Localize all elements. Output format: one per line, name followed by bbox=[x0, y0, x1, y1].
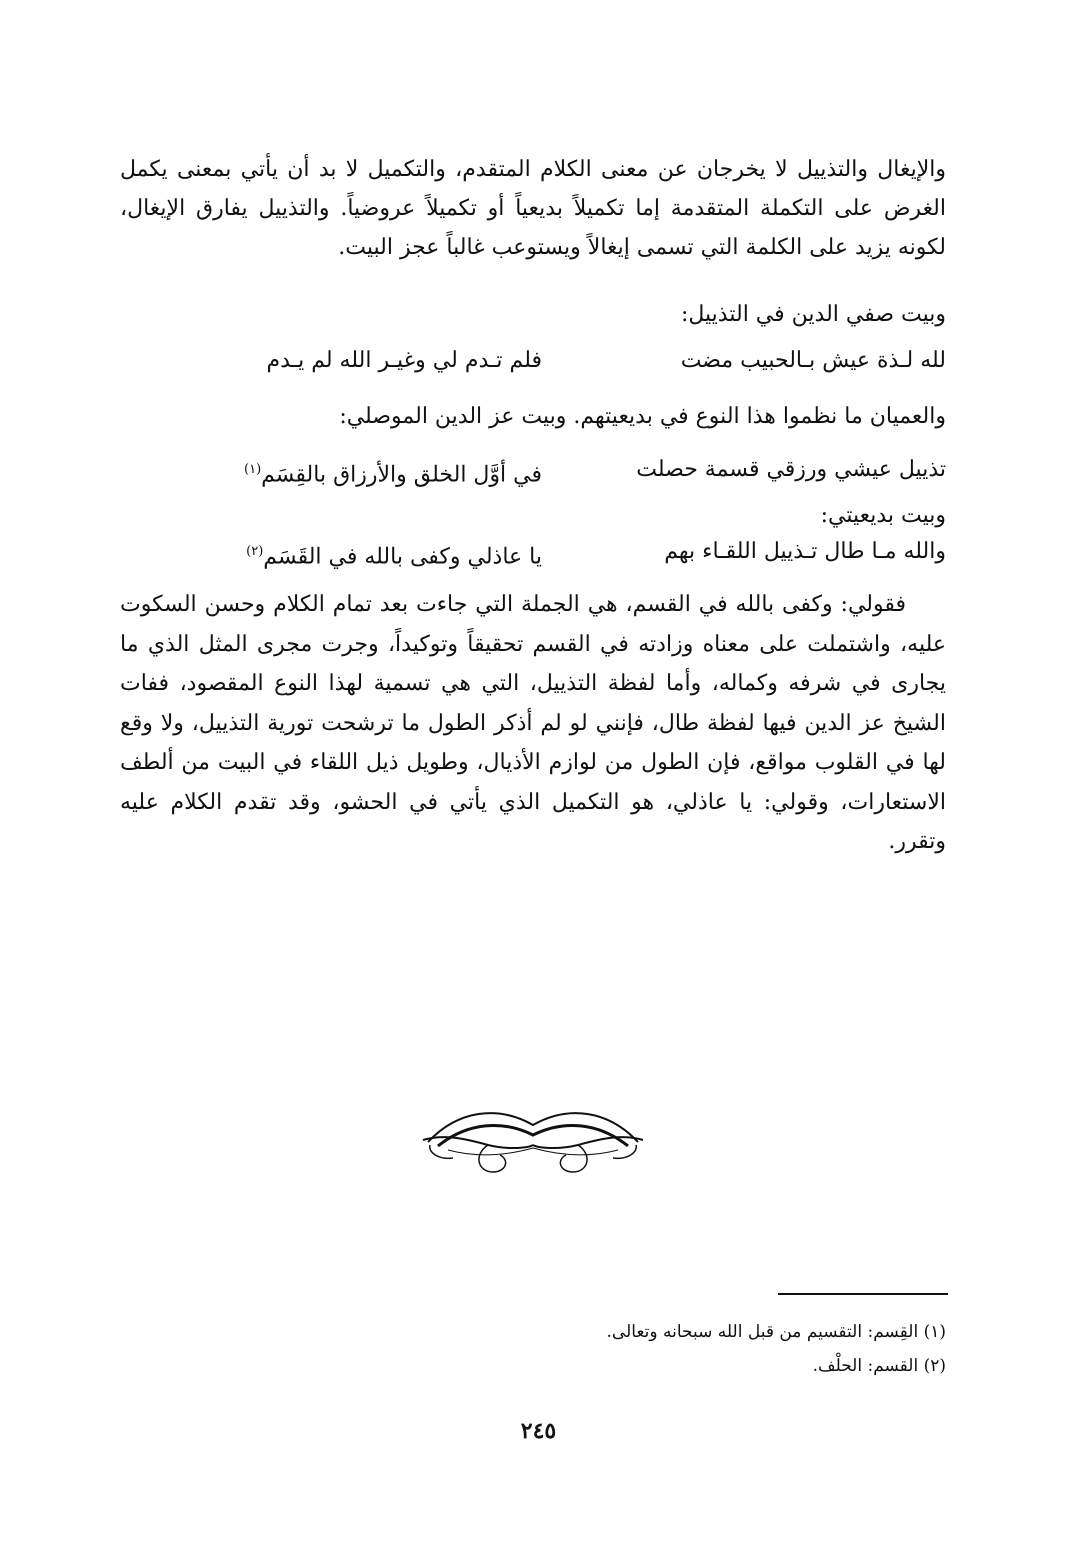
paragraph-intro: والإيغال والتذييل لا يخرجان عن معنى الكلام المتقدم، والتكميل لا بد أن يأتي بمعنى يكمل الغرض على التكملة المتقدمة إما تكميلاً بديعياً أو تكميلاً عروضياً. والتذييل يفارق الإيغال، لكونه يزيد على الكلمة التي تسمى إيغالاً ويستوعب غالباً عجز البيت. bbox=[120, 157, 946, 260]
paragraph-commentary: فقولي: وكفى بالله في القسم، هي الجملة التي جاءت بعد تمام الكلام وحسن السكوت عليه، واشتملت على معناه وزادته في القسم تحقيقاً وتوكيداً، وجرت مجرى المثل الذي ما يجارى في شرفه وكماله، وأما لفظة التذييل، التي هي تسمية لهذا النوع المقصود، ففات الشيخ عز الدين فيها لفظة طال، فإنني لو لم أذكر الطول ما ترشحت تورية التذييل، ولا وقع لها في القلوب مواقع، فإن الطول من لوازم الأذيال، وطويل ذيل اللقاء في البيت من ألطف الاستعارات، وقولي: يا عاذلي، هو التكميل الذي يأتي في الحشو، وقد تقدم الكلام عليه وتقرر. bbox=[120, 592, 946, 854]
footnote-divider bbox=[778, 1293, 948, 1295]
intro-safi-al-din: وبيت صفي الدين في التذييل: bbox=[680, 302, 946, 327]
footnote-ref-2: (٢) bbox=[246, 544, 264, 559]
verse2-first-hemistich: تذييل عيشي ورزقي قسمة حصلت bbox=[636, 457, 946, 482]
verse2-second-hemistich-wrap bbox=[244, 450, 542, 494]
verse2-second-hemistich: في أوَّل الخلق والأرزاق بالقِسَم bbox=[261, 462, 542, 488]
flourish-ornament-icon bbox=[418, 1100, 648, 1180]
intro-izz-al-din: والعميان ما نظموا هذا النوع في بديعيتهم. وبيت عز الدين الموصلي: bbox=[339, 404, 946, 429]
footnote-ref-1: (١) bbox=[244, 462, 262, 477]
intro-my-badiiyya: وبيت بديعيتي: bbox=[820, 503, 946, 528]
page-number: ٢٤٥ bbox=[520, 1418, 557, 1444]
verse3-first-hemistich: والله مـا طال تـذييل اللقـاء بهم bbox=[664, 539, 946, 564]
verse3-second-hemistich: يا عاذلي وكفى بالله في القَسَم bbox=[263, 544, 542, 570]
verse1-first-hemistich: لله لـذة عيش بـالحبيب مضت bbox=[680, 348, 946, 373]
verse3-second-hemistich-wrap bbox=[246, 532, 542, 576]
verse1-second-hemistich: فلم تـدم لي وغيـر الله لم يـدم bbox=[266, 348, 542, 373]
footnote-2: (٢) القسم: الحلْف. bbox=[812, 1356, 946, 1376]
footnote-1: (١) القِسم: التقسيم من قبل الله سبحانه وتعالى. bbox=[606, 1322, 946, 1342]
